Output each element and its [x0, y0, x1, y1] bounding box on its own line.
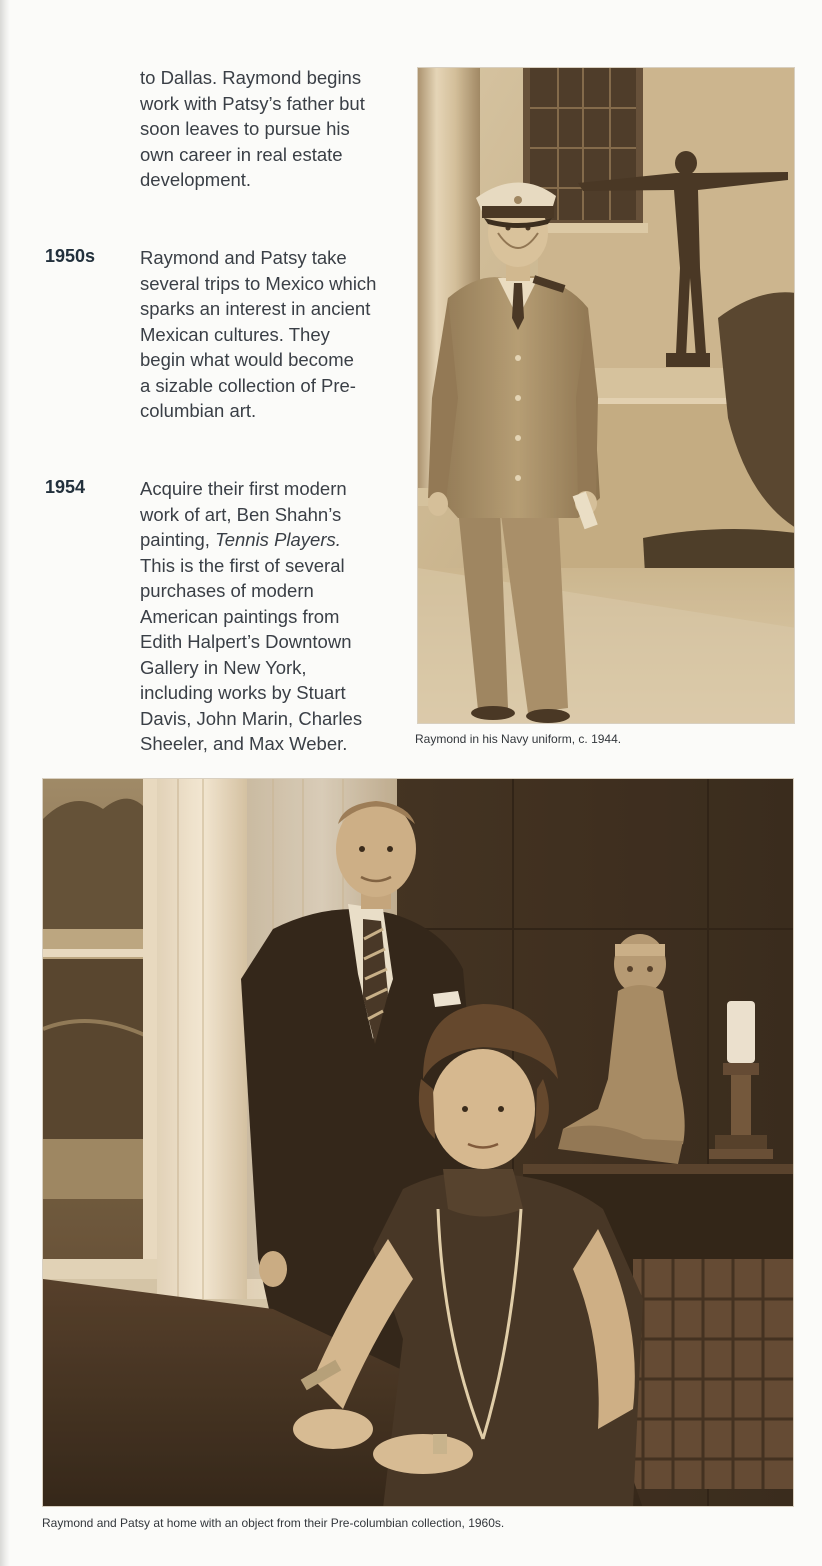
entry-line: Edith Halpert’s Downtown	[140, 631, 352, 652]
entry-line: Raymond and Patsy take	[140, 247, 347, 268]
home-portrait-photo	[42, 778, 794, 1507]
intro-line: to Dallas. Raymond begins	[140, 67, 362, 88]
navy-uniform-photo	[417, 67, 795, 724]
entry-line: work of art, Ben Shahn’s	[140, 503, 342, 525]
intro-paragraph	[140, 65, 365, 193]
entry-line: several trips to Mexico which	[140, 272, 377, 294]
intro-line: development.	[140, 169, 252, 190]
entry-line: begin what would become	[140, 349, 354, 370]
painting-title: Tennis Players.	[215, 529, 341, 550]
timeline-year: 1954	[45, 477, 86, 497]
intro-line: soon leaves to pursue his	[140, 118, 350, 139]
entry-line: purchases of modern	[140, 580, 314, 601]
entry-line: Gallery in New York,	[140, 656, 307, 678]
entry-line: This is the first of several	[140, 554, 345, 576]
navy-photo-caption: Raymond in his Navy uniform, c. 1944.	[415, 732, 622, 746]
page-edge-shadow	[0, 0, 10, 1566]
entry-line: Sheeler, and Max Weber.	[140, 733, 348, 754]
entry-line: sparks an interest in ancient	[140, 298, 371, 319]
timeline-entry-text	[140, 245, 376, 424]
entry-line: Davis, John Marin, Charles	[140, 707, 363, 729]
intro-line: work with Patsy’s father but	[140, 92, 365, 114]
timeline-entry-text	[140, 476, 362, 757]
entry-line: Acquire their first modern	[140, 478, 347, 499]
entry-line: including works by Stuart	[140, 682, 346, 703]
timeline-year: 1950s	[45, 246, 96, 266]
entry-line: a sizable collection of Pre-	[140, 374, 356, 396]
intro-line: own career in real estate	[140, 143, 343, 165]
home-photo-caption: Raymond and Patsy at home with an object from their Pre-columbian collection, 1960s.	[42, 1516, 505, 1530]
entry-line: columbian art.	[140, 400, 257, 421]
entry-line: Mexican cultures. They	[140, 323, 330, 345]
entry-line	[140, 527, 362, 553]
entry-line-text: painting,	[140, 529, 216, 550]
entry-line: American paintings from	[140, 605, 340, 627]
